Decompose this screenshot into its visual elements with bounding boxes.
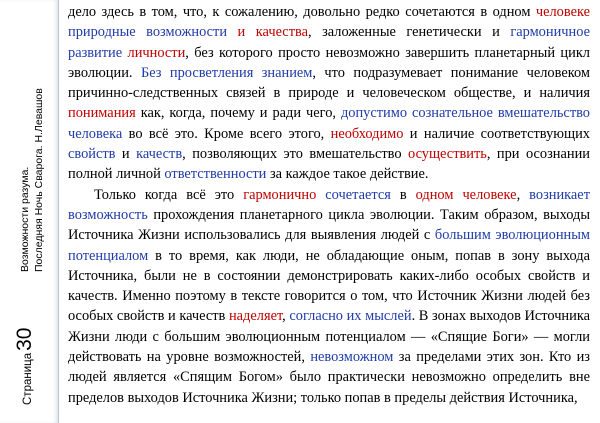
- book-title: Возможности разума.: [19, 166, 31, 272]
- text-run: ,: [516, 186, 530, 203]
- text-run: , без которого просто невозможно завершить планетарный цикл эволюции.: [68, 44, 590, 81]
- text-run: . В зонах выходов Источника Жизни люди с большим эволюционным потенциалом — «Спящие Боги» — могли действовать на уровне возможностей,: [68, 308, 590, 366]
- highlight-red: осуществить: [408, 146, 487, 163]
- highlight-blue: допустимо сознательное вмешательство человека: [68, 105, 590, 142]
- highlight-blue: гармоничное развитие: [68, 24, 590, 61]
- document-body: [68, 2, 590, 408]
- highlight-blue: большим эволюционным потенциалом: [68, 227, 590, 264]
- highlight-red: человеке: [535, 4, 590, 20]
- text-run: в: [390, 186, 416, 203]
- text-run: прохождения планетарного цикла эволюции. Таким образом, выходы Источника Жизни использовались для выявления людей с: [68, 206, 590, 244]
- book-title-block: [18, 88, 46, 272]
- text-run: за пределами этих зон. Кто из людей является «Спящим Богом» было практически невозможно определить вне пределов выходов Источника Жизни; только попав в пределы действия Источника,: [68, 349, 590, 406]
- highlight-blue: сочетается: [325, 186, 391, 203]
- highlight-blue: Без просветления знанием: [140, 64, 313, 81]
- text-run: , что подразумевает понимание человеком причинно-следственных связей в природе и человеческом обществе, и наличия: [68, 64, 591, 102]
- text-run: во всё это. Кроме всего этого,: [122, 125, 331, 142]
- page-number: 30: [13, 327, 36, 351]
- page-number-block: [13, 328, 37, 405]
- highlight-red: гармонично: [243, 186, 317, 203]
- text-run: [227, 24, 238, 40]
- paragraph: [68, 2, 590, 185]
- highlight-red: личности: [127, 44, 186, 61]
- highlight-red: наделяет: [228, 308, 283, 325]
- highlight-red: необходимо: [330, 125, 404, 142]
- book-subtitle: Последняя Ночь Сварога. Н.Левашов: [33, 88, 45, 272]
- highlight-red: одном человеке: [415, 186, 517, 203]
- highlight-blue: невозможном: [310, 349, 394, 366]
- paragraph: [68, 185, 590, 408]
- text-run: ,: [282, 308, 290, 325]
- text-run: , при осознании полной личной: [68, 146, 590, 183]
- highlight-blue: согласно их мыслей: [289, 308, 412, 325]
- highlight-blue: природные возможности: [68, 24, 228, 41]
- highlight-red: понимания: [68, 105, 136, 122]
- page-sidebar: [0, 0, 59, 423]
- page-label: Страница: [22, 352, 34, 405]
- text-run: Только когда всё это: [94, 186, 244, 203]
- highlight-blue: ответственности: [164, 166, 267, 183]
- text-run: и: [115, 146, 137, 163]
- text-run: , позволяющих это вмешательство: [182, 146, 409, 163]
- highlight-blue: возникает возможность: [68, 186, 590, 223]
- highlight-red: и качества: [237, 24, 308, 41]
- text-run: , заложенные генетически и: [307, 24, 511, 41]
- text-run: и наличие соответствующих: [403, 125, 590, 142]
- text-run: как, когда, почему и ради чего,: [135, 105, 341, 122]
- text-run: дело здесь в том, что, к сожалению, довольно редко сочетаются в одном: [68, 4, 536, 20]
- text-run: в то время, как люди, не обладающие оным, попав в зону выхода Источника, были не в состоянии демонстрировать каких-либо особых свойств и качеств. Именно поэтому в тексте говорится о том, что Источник Жизни людей без особых свойств и качеств: [68, 247, 590, 325]
- highlight-blue: качеств: [136, 146, 183, 163]
- text-run: [316, 187, 325, 203]
- text-run: за каждое такое действие.: [266, 166, 429, 183]
- highlight-blue: свойств: [68, 146, 116, 163]
